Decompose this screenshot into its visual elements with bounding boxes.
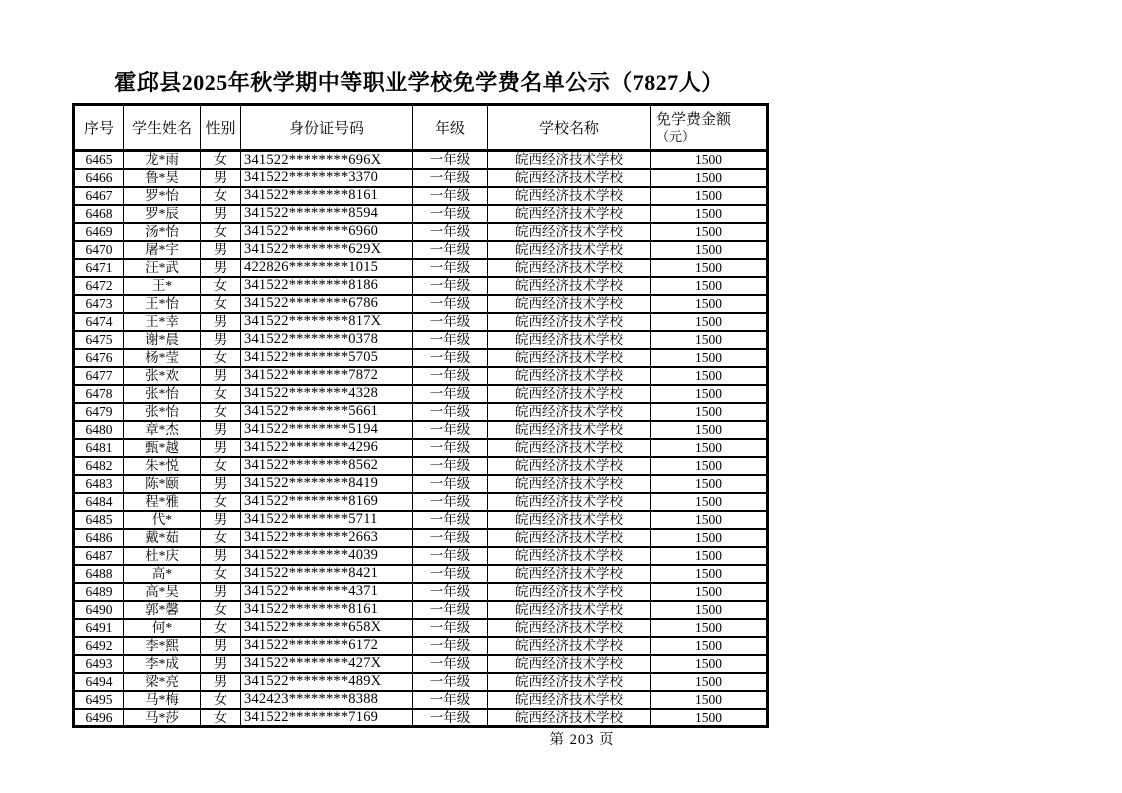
cell-fee: 1500 [651, 619, 768, 637]
cell-fee: 1500 [651, 385, 768, 403]
cell-name: 代* [124, 511, 201, 529]
cell-index: 6490 [74, 601, 124, 619]
cell-gender: 男 [201, 241, 241, 259]
table-header-row [74, 105, 768, 151]
cell-fee: 1500 [651, 511, 768, 529]
cell-school: 皖西经济技术学校 [488, 403, 651, 421]
header-cell-school: 学校名称 [488, 105, 651, 151]
cell-name: 何* [124, 619, 201, 637]
cell-grade: 一年级 [413, 241, 488, 259]
cell-id: 341522********817X [241, 313, 413, 331]
cell-id: 341522********6960 [241, 223, 413, 241]
table-row [74, 475, 768, 493]
cell-id: 341522********8161 [241, 187, 413, 205]
cell-name: 张*怡 [124, 403, 201, 421]
cell-gender: 女 [201, 385, 241, 403]
cell-id: 341522********8419 [241, 475, 413, 493]
table-row [74, 619, 768, 637]
table-row [74, 385, 768, 403]
cell-id: 341522********5194 [241, 421, 413, 439]
cell-index: 6486 [74, 529, 124, 547]
cell-school: 皖西经济技术学校 [488, 259, 651, 277]
cell-grade: 一年级 [413, 223, 488, 241]
cell-grade: 一年级 [413, 187, 488, 205]
cell-grade: 一年级 [413, 151, 488, 169]
cell-index: 6471 [74, 259, 124, 277]
cell-id: 341522********0378 [241, 331, 413, 349]
cell-id: 341522********8169 [241, 493, 413, 511]
table-row [74, 151, 768, 169]
cell-school: 皖西经济技术学校 [488, 151, 651, 169]
cell-index: 6484 [74, 493, 124, 511]
header-fee-unit-label: （元） [656, 128, 696, 144]
cell-gender: 女 [201, 691, 241, 709]
cell-grade: 一年级 [413, 529, 488, 547]
cell-school: 皖西经济技术学校 [488, 313, 651, 331]
table-row [74, 205, 768, 223]
cell-id: 341522********696X [241, 151, 413, 169]
cell-fee: 1500 [651, 367, 768, 385]
cell-fee: 1500 [651, 655, 768, 673]
cell-gender: 男 [201, 421, 241, 439]
cell-grade: 一年级 [413, 601, 488, 619]
cell-school: 皖西经济技术学校 [488, 637, 651, 655]
cell-index: 6483 [74, 475, 124, 493]
cell-grade: 一年级 [413, 277, 488, 295]
table-row [74, 655, 768, 673]
cell-school: 皖西经济技术学校 [488, 583, 651, 601]
cell-index: 6473 [74, 295, 124, 313]
cell-name: 龙*雨 [124, 151, 201, 169]
cell-school: 皖西经济技术学校 [488, 331, 651, 349]
cell-school: 皖西经济技术学校 [488, 475, 651, 493]
cell-school: 皖西经济技术学校 [488, 295, 651, 313]
cell-grade: 一年级 [413, 421, 488, 439]
cell-fee: 1500 [651, 151, 768, 169]
cell-gender: 女 [201, 187, 241, 205]
cell-school: 皖西经济技术学校 [488, 529, 651, 547]
cell-id: 341522********658X [241, 619, 413, 637]
cell-fee: 1500 [651, 403, 768, 421]
cell-school: 皖西经济技术学校 [488, 277, 651, 295]
cell-school: 皖西经济技术学校 [488, 223, 651, 241]
cell-school: 皖西经济技术学校 [488, 691, 651, 709]
cell-fee: 1500 [651, 583, 768, 601]
cell-name: 章*杰 [124, 421, 201, 439]
cell-name: 陈*颐 [124, 475, 201, 493]
cell-gender: 女 [201, 349, 241, 367]
cell-id: 341522********3370 [241, 169, 413, 187]
cell-school: 皖西经济技术学校 [488, 349, 651, 367]
cell-name: 李*成 [124, 655, 201, 673]
cell-fee: 1500 [651, 205, 768, 223]
table-row [74, 565, 768, 583]
cell-gender: 女 [201, 223, 241, 241]
cell-index: 6469 [74, 223, 124, 241]
cell-id: 341522********4039 [241, 547, 413, 565]
cell-id: 341522********8186 [241, 277, 413, 295]
cell-gender: 女 [201, 601, 241, 619]
cell-name: 鲁*昊 [124, 169, 201, 187]
cell-school: 皖西经济技术学校 [488, 655, 651, 673]
cell-school: 皖西经济技术学校 [488, 439, 651, 457]
page-footer: 第 203 页 [549, 732, 615, 748]
cell-name: 汤*怡 [124, 223, 201, 241]
cell-index: 6467 [74, 187, 124, 205]
table-row [74, 313, 768, 331]
cell-name: 程*雅 [124, 493, 201, 511]
cell-gender: 男 [201, 637, 241, 655]
cell-id: 341522********5711 [241, 511, 413, 529]
cell-id: 341522********427X [241, 655, 413, 673]
cell-grade: 一年级 [413, 619, 488, 637]
table-row [74, 421, 768, 439]
cell-fee: 1500 [651, 493, 768, 511]
cell-fee: 1500 [651, 709, 768, 727]
cell-fee: 1500 [651, 349, 768, 367]
cell-name: 汪*武 [124, 259, 201, 277]
cell-gender: 男 [201, 205, 241, 223]
table-row [74, 403, 768, 421]
cell-name: 郭*馨 [124, 601, 201, 619]
cell-name: 谢*晨 [124, 331, 201, 349]
cell-name: 马*梅 [124, 691, 201, 709]
cell-id: 341522********2663 [241, 529, 413, 547]
cell-school: 皖西经济技术学校 [488, 547, 651, 565]
cell-gender: 女 [201, 277, 241, 295]
cell-grade: 一年级 [413, 385, 488, 403]
cell-name: 张*欢 [124, 367, 201, 385]
cell-index: 6480 [74, 421, 124, 439]
table-row [74, 187, 768, 205]
cell-index: 6465 [74, 151, 124, 169]
cell-gender: 男 [201, 169, 241, 187]
table-row [74, 331, 768, 349]
cell-index: 6493 [74, 655, 124, 673]
cell-fee: 1500 [651, 475, 768, 493]
cell-grade: 一年级 [413, 439, 488, 457]
header-cell-gender: 性别 [201, 105, 241, 151]
table-row [74, 493, 768, 511]
cell-school: 皖西经济技术学校 [488, 205, 651, 223]
cell-school: 皖西经济技术学校 [488, 565, 651, 583]
cell-name: 杨*莹 [124, 349, 201, 367]
cell-id: 341522********6172 [241, 637, 413, 655]
table-row [74, 295, 768, 313]
table-row [74, 583, 768, 601]
table-row [74, 529, 768, 547]
cell-index: 6472 [74, 277, 124, 295]
cell-fee: 1500 [651, 277, 768, 295]
cell-school: 皖西经济技术学校 [488, 601, 651, 619]
cell-gender: 女 [201, 457, 241, 475]
header-fee-label: 免学费金额 [656, 111, 732, 128]
cell-id: 341522********8562 [241, 457, 413, 475]
cell-name: 张*怡 [124, 385, 201, 403]
cell-grade: 一年级 [413, 457, 488, 475]
table-row [74, 277, 768, 295]
cell-grade: 一年级 [413, 295, 488, 313]
cell-name: 罗*辰 [124, 205, 201, 223]
cell-index: 6475 [74, 331, 124, 349]
cell-id: 341522********7872 [241, 367, 413, 385]
cell-name: 梁*亮 [124, 673, 201, 691]
cell-name: 罗*怡 [124, 187, 201, 205]
cell-grade: 一年级 [413, 691, 488, 709]
table-row [74, 511, 768, 529]
table-row [74, 691, 768, 709]
cell-index: 6476 [74, 349, 124, 367]
cell-index: 6470 [74, 241, 124, 259]
cell-fee: 1500 [651, 187, 768, 205]
cell-id: 341522********5705 [241, 349, 413, 367]
cell-fee: 1500 [651, 223, 768, 241]
cell-id: 341522********8594 [241, 205, 413, 223]
table-row [74, 547, 768, 565]
cell-id: 341522********8161 [241, 601, 413, 619]
table-row [74, 349, 768, 367]
cell-gender: 男 [201, 547, 241, 565]
cell-fee: 1500 [651, 169, 768, 187]
cell-fee: 1500 [651, 637, 768, 655]
cell-id: 341522********8421 [241, 565, 413, 583]
cell-index: 6477 [74, 367, 124, 385]
cell-gender: 男 [201, 259, 241, 277]
cell-school: 皖西经济技术学校 [488, 673, 651, 691]
cell-gender: 女 [201, 493, 241, 511]
cell-gender: 女 [201, 565, 241, 583]
cell-index: 6474 [74, 313, 124, 331]
table-row [74, 169, 768, 187]
cell-grade: 一年级 [413, 709, 488, 727]
cell-gender: 女 [201, 151, 241, 169]
cell-grade: 一年级 [413, 169, 488, 187]
header-cell-grade: 年级 [413, 105, 488, 151]
cell-fee: 1500 [651, 457, 768, 475]
cell-gender: 男 [201, 313, 241, 331]
cell-school: 皖西经济技术学校 [488, 709, 651, 727]
cell-index: 6478 [74, 385, 124, 403]
cell-name: 王* [124, 277, 201, 295]
cell-id: 341522********4296 [241, 439, 413, 457]
cell-grade: 一年级 [413, 367, 488, 385]
cell-id: 341522********629X [241, 241, 413, 259]
table-row [74, 601, 768, 619]
cell-fee: 1500 [651, 691, 768, 709]
cell-index: 6468 [74, 205, 124, 223]
cell-gender: 男 [201, 439, 241, 457]
cell-gender: 男 [201, 673, 241, 691]
cell-id: 341522********7169 [241, 709, 413, 727]
cell-name: 李*熙 [124, 637, 201, 655]
cell-grade: 一年级 [413, 547, 488, 565]
cell-gender: 男 [201, 583, 241, 601]
cell-gender: 女 [201, 529, 241, 547]
cell-fee: 1500 [651, 241, 768, 259]
page-title: 霍邱县2025年秋学期中等职业学校免学费名单公示（7827人） [114, 70, 724, 95]
cell-school: 皖西经济技术学校 [488, 619, 651, 637]
cell-school: 皖西经济技术学校 [488, 187, 651, 205]
table-body [74, 151, 768, 727]
cell-fee: 1500 [651, 673, 768, 691]
cell-index: 6466 [74, 169, 124, 187]
cell-name: 高*昊 [124, 583, 201, 601]
cell-grade: 一年级 [413, 583, 488, 601]
cell-gender: 男 [201, 655, 241, 673]
cell-index: 6496 [74, 709, 124, 727]
cell-fee: 1500 [651, 565, 768, 583]
cell-grade: 一年级 [413, 205, 488, 223]
cell-school: 皖西经济技术学校 [488, 367, 651, 385]
cell-grade: 一年级 [413, 493, 488, 511]
cell-fee: 1500 [651, 421, 768, 439]
header-cell-index: 序号 [74, 105, 124, 151]
header-cell-id: 身份证号码 [241, 105, 413, 151]
cell-fee: 1500 [651, 547, 768, 565]
cell-school: 皖西经济技术学校 [488, 493, 651, 511]
cell-gender: 女 [201, 709, 241, 727]
cell-grade: 一年级 [413, 511, 488, 529]
cell-gender: 男 [201, 367, 241, 385]
cell-grade: 一年级 [413, 259, 488, 277]
header-cell-fee [651, 105, 768, 151]
table-row [74, 637, 768, 655]
cell-index: 6485 [74, 511, 124, 529]
cell-grade: 一年级 [413, 655, 488, 673]
cell-grade: 一年级 [413, 475, 488, 493]
exemption-table [72, 103, 769, 728]
table-row [74, 259, 768, 277]
table-row [74, 223, 768, 241]
cell-id: 341522********5661 [241, 403, 413, 421]
cell-name: 马*莎 [124, 709, 201, 727]
table-row [74, 709, 768, 727]
cell-fee: 1500 [651, 295, 768, 313]
cell-fee: 1500 [651, 313, 768, 331]
cell-school: 皖西经济技术学校 [488, 457, 651, 475]
cell-school: 皖西经济技术学校 [488, 511, 651, 529]
cell-gender: 男 [201, 331, 241, 349]
cell-grade: 一年级 [413, 673, 488, 691]
cell-gender: 女 [201, 403, 241, 421]
cell-grade: 一年级 [413, 637, 488, 655]
cell-fee: 1500 [651, 601, 768, 619]
cell-grade: 一年级 [413, 565, 488, 583]
cell-index: 6495 [74, 691, 124, 709]
cell-name: 戴*茹 [124, 529, 201, 547]
cell-name: 杜*庆 [124, 547, 201, 565]
cell-index: 6494 [74, 673, 124, 691]
cell-id: 342423********8388 [241, 691, 413, 709]
cell-school: 皖西经济技术学校 [488, 385, 651, 403]
cell-index: 6492 [74, 637, 124, 655]
cell-school: 皖西经济技术学校 [488, 169, 651, 187]
cell-grade: 一年级 [413, 349, 488, 367]
cell-index: 6491 [74, 619, 124, 637]
cell-id: 341522********4328 [241, 385, 413, 403]
cell-grade: 一年级 [413, 331, 488, 349]
cell-id: 341522********6786 [241, 295, 413, 313]
cell-gender: 男 [201, 511, 241, 529]
cell-school: 皖西经济技术学校 [488, 241, 651, 259]
cell-index: 6479 [74, 403, 124, 421]
cell-fee: 1500 [651, 439, 768, 457]
table-row [74, 367, 768, 385]
cell-name: 朱*悦 [124, 457, 201, 475]
cell-fee: 1500 [651, 529, 768, 547]
table-row [74, 241, 768, 259]
cell-school: 皖西经济技术学校 [488, 421, 651, 439]
cell-index: 6488 [74, 565, 124, 583]
cell-id: 341522********4371 [241, 583, 413, 601]
table-row [74, 673, 768, 691]
cell-gender: 男 [201, 475, 241, 493]
cell-fee: 1500 [651, 259, 768, 277]
cell-index: 6487 [74, 547, 124, 565]
cell-fee: 1500 [651, 331, 768, 349]
cell-index: 6481 [74, 439, 124, 457]
cell-grade: 一年级 [413, 313, 488, 331]
cell-gender: 女 [201, 619, 241, 637]
cell-name: 屠*宇 [124, 241, 201, 259]
cell-name: 王*怡 [124, 295, 201, 313]
cell-id: 422826********1015 [241, 259, 413, 277]
table-row [74, 439, 768, 457]
cell-name: 高* [124, 565, 201, 583]
cell-name: 王*幸 [124, 313, 201, 331]
cell-grade: 一年级 [413, 403, 488, 421]
header-cell-name: 学生姓名 [124, 105, 201, 151]
table-row [74, 457, 768, 475]
cell-index: 6482 [74, 457, 124, 475]
cell-name: 甄*越 [124, 439, 201, 457]
cell-id: 341522********489X [241, 673, 413, 691]
cell-index: 6489 [74, 583, 124, 601]
cell-gender: 女 [201, 295, 241, 313]
